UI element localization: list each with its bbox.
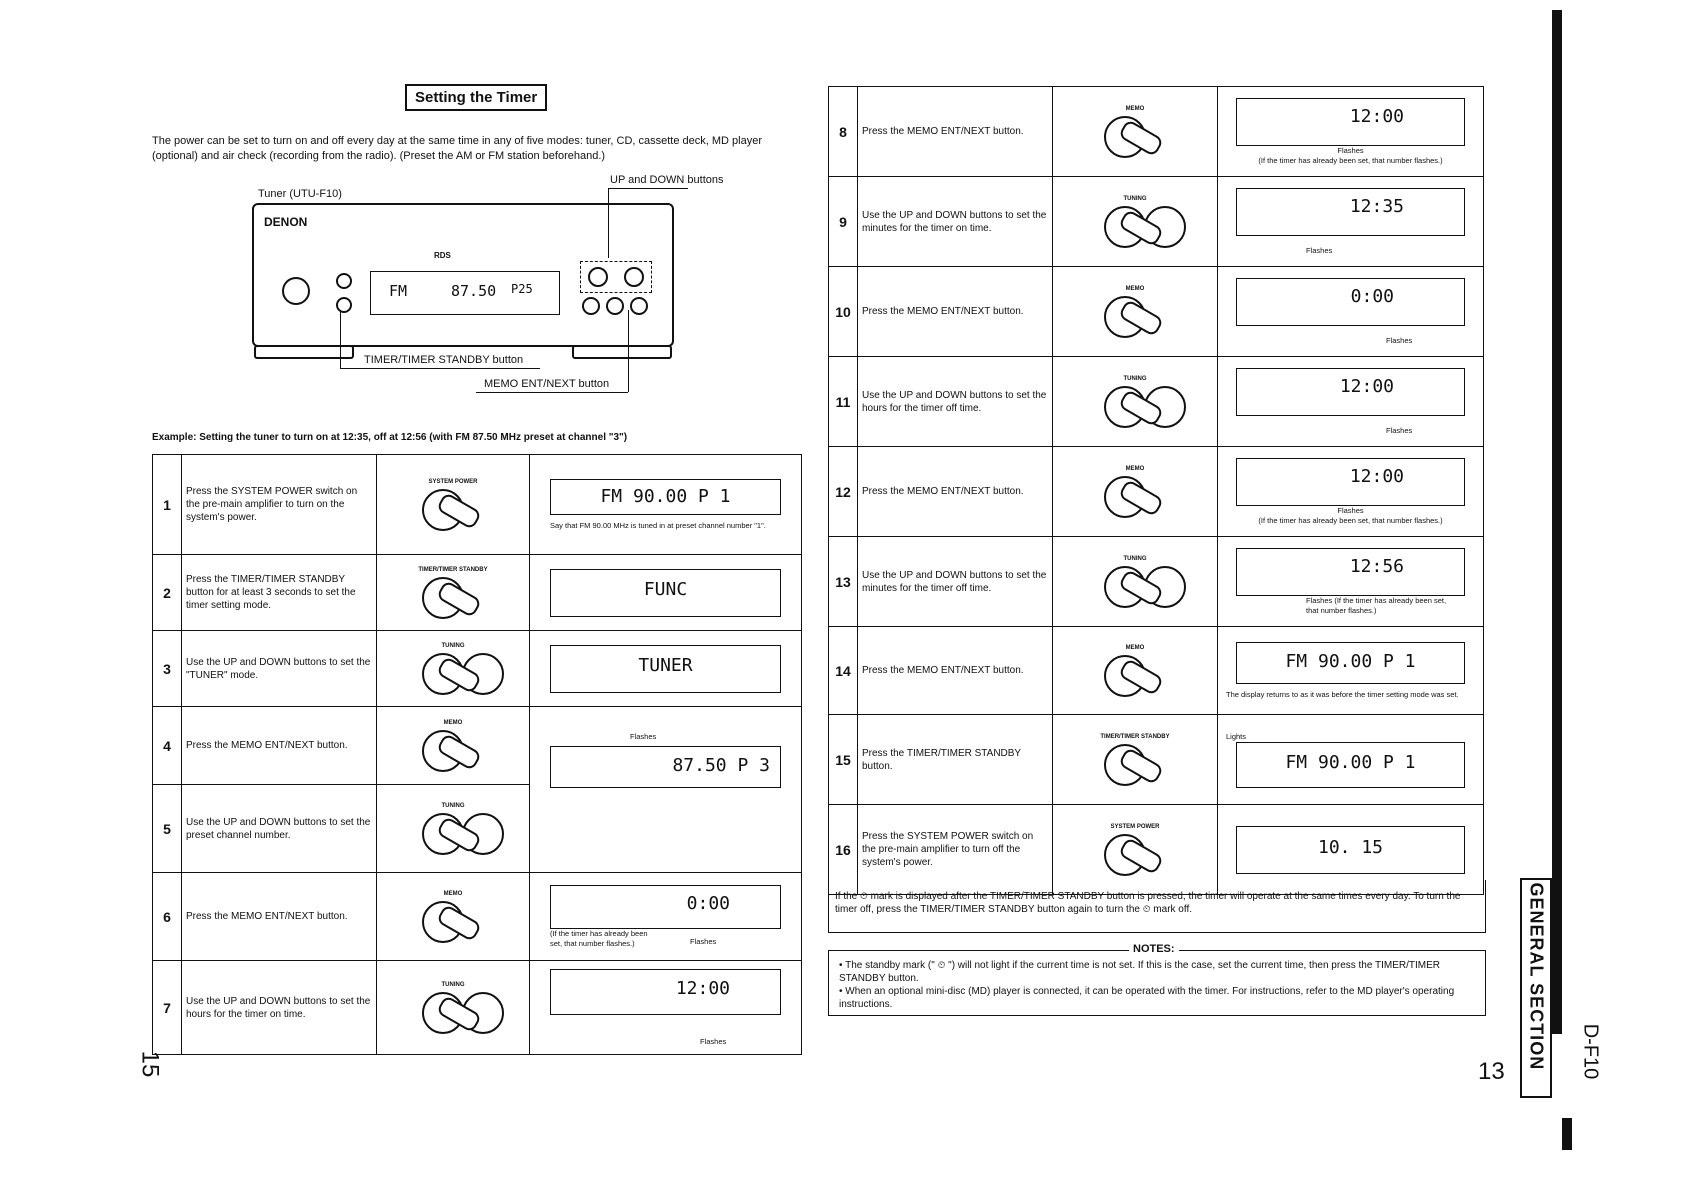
- table-row: [829, 537, 1484, 627]
- left-steps-table: [152, 454, 802, 1055]
- table-row: [153, 707, 802, 785]
- button-label: TIMER/TIMER STANDBY: [418, 566, 488, 573]
- step-number: 1: [153, 455, 182, 555]
- step-note: The display returns to as it was before the timer setting mode was set.: [1226, 689, 1459, 699]
- step-number: 2: [153, 555, 182, 631]
- step-text: Use the UP and DOWN buttons to set the hours for the timer off time.: [858, 357, 1053, 447]
- step-text: Press the SYSTEM POWER switch on the pre-main amplifier to turn off the system's power.: [858, 805, 1053, 895]
- flashes-label: Flashes: [1306, 245, 1333, 255]
- lcd-display: 12:00: [1236, 368, 1465, 416]
- hand-press-icon: [1102, 651, 1168, 695]
- step-note: Flashes: [630, 731, 657, 741]
- flashes-label: Flashes: [1337, 145, 1364, 155]
- lcd-cell: [1218, 715, 1484, 805]
- tuner-foot-left: [254, 345, 354, 359]
- button-illustration: [377, 961, 530, 1055]
- table-row: [153, 631, 802, 707]
- right-steps-table: [828, 86, 1484, 895]
- tuner-foot-right: [572, 345, 672, 359]
- step-text: Press the MEMO ENT/NEXT button.: [858, 87, 1053, 177]
- updown-press-icon: [420, 988, 486, 1032]
- button-label: TUNING: [441, 981, 465, 988]
- step-number: 9: [829, 177, 858, 267]
- lcd-cell: [1218, 627, 1484, 715]
- step-number: 3: [153, 631, 182, 707]
- button-illustration: [1053, 177, 1218, 267]
- step-note: Flashes (If the timer has already been set, that number flashes.): [1306, 595, 1447, 615]
- clock-knob: [336, 273, 352, 289]
- side-tab: [1520, 878, 1552, 1098]
- step-number: 10: [829, 267, 858, 357]
- edge-bar: [1552, 10, 1562, 1034]
- lcd-display: 12:00: [1236, 458, 1465, 506]
- timer-standby-knob: [336, 297, 352, 313]
- tuner-illustration: [252, 203, 674, 347]
- step-text: Press the TIMER/TIMER STANDBY button.: [858, 715, 1053, 805]
- step-number: 4: [153, 707, 182, 785]
- lcd-display: FUNC: [550, 569, 781, 617]
- table-row: [829, 715, 1484, 805]
- flashes-label: Flashes: [1337, 505, 1364, 515]
- step-text: Use the UP and DOWN buttons to set the minutes for the timer on time.: [858, 177, 1053, 267]
- memo-label: MEMO ENT/NEXT button: [484, 378, 610, 390]
- hand-press-icon: [420, 897, 486, 941]
- hand-press-icon: [420, 573, 486, 617]
- lcd-display: 10. 15: [1236, 826, 1465, 874]
- step-text: Press the MEMO ENT/NEXT button.: [858, 627, 1053, 715]
- button-label: SYSTEM POWER: [428, 478, 478, 485]
- lcd-cell: [1218, 537, 1484, 627]
- table-row: [153, 555, 802, 631]
- step-number: 11: [829, 357, 858, 447]
- step-text: Press the TIMER/TIMER STANDBY button for at least 3 seconds to set the timer setting mode.: [182, 555, 377, 631]
- hand-press-icon: [420, 726, 486, 770]
- button-illustration: [1053, 357, 1218, 447]
- button-illustration: [1053, 447, 1218, 537]
- notes-title: NOTES:: [1129, 943, 1179, 956]
- button-illustration: [377, 631, 530, 707]
- memo-callout-vertical: [628, 310, 629, 392]
- model-label: D-F10: [1579, 1023, 1602, 1080]
- step-text: Press the SYSTEM POWER switch on the pre-main amplifier to turn on the system's power.: [182, 455, 377, 555]
- lcd-display: FM 90.00 P 1: [550, 479, 781, 515]
- power-knob: [282, 277, 310, 305]
- table-row: [829, 267, 1484, 357]
- button-label: TUNING: [1123, 375, 1147, 382]
- step-number: 16: [829, 805, 858, 895]
- lcd-display: 12:00: [1236, 98, 1465, 146]
- table-row: [153, 873, 802, 961]
- button-illustration: [377, 555, 530, 631]
- updown-press-icon: [1102, 562, 1168, 606]
- small-knob-2: [606, 297, 624, 315]
- button-illustration: [377, 785, 530, 873]
- step-note: (If the timer has already been set, that number flashes.): [1258, 155, 1443, 165]
- lcd-display: FM 90.00 P 1: [1236, 642, 1465, 684]
- note-item: • The standby mark (" ⏲ ") will not light if the current time is not set. If this is the case, set the current time, then press the TIMER/TIMER STANDBY button.: [839, 960, 1441, 984]
- step-number: 14: [829, 627, 858, 715]
- flashes-label: Flashes: [700, 1036, 727, 1046]
- button-illustration: [1053, 627, 1218, 715]
- timer-callout-horizontal: [340, 368, 540, 369]
- lcd-display: 12:56: [1236, 548, 1465, 596]
- button-illustration: [377, 707, 530, 785]
- step-note: (If the timer has already been set, that number flashes.): [550, 928, 648, 948]
- lcd-display: FM 90.00 P 1: [1236, 742, 1465, 788]
- button-label: TUNING: [1123, 555, 1147, 562]
- table-row: [829, 87, 1484, 177]
- button-label: TUNING: [441, 642, 465, 649]
- timer-standby-label: TIMER/TIMER STANDBY button: [364, 354, 524, 366]
- lcd-cell: [1218, 267, 1484, 357]
- table-row: [829, 627, 1484, 715]
- rds-logo: RDS: [434, 251, 451, 260]
- page-number-right: 13: [1478, 1058, 1505, 1085]
- updown-press-icon: [1102, 382, 1168, 426]
- button-illustration: [377, 455, 530, 555]
- step-number: 8: [829, 87, 858, 177]
- page-number-left: 15: [136, 1050, 164, 1078]
- hand-press-icon: [1102, 740, 1168, 784]
- lcd-cell: [1218, 357, 1484, 447]
- updown-buttons-label: UP and DOWN buttons: [610, 174, 724, 186]
- hand-press-icon: [1102, 472, 1168, 516]
- flashes-label: Flashes: [1386, 335, 1413, 345]
- lcd-cell: [530, 873, 802, 961]
- lcd-display: 87.50 P 3: [550, 746, 781, 788]
- side-tab-label: GENERAL SECTION: [1526, 882, 1547, 1071]
- step-text: Use the UP and DOWN buttons to set the minutes for the timer off time.: [858, 537, 1053, 627]
- flashes-label: Flashes: [1386, 425, 1413, 435]
- memo-callout-horizontal: [476, 392, 628, 393]
- step-text: Use the UP and DOWN buttons to set the preset channel number.: [182, 785, 377, 873]
- step-text: Press the MEMO ENT/NEXT button.: [858, 267, 1053, 357]
- button-illustration: [1053, 715, 1218, 805]
- lcd-cell: [1218, 177, 1484, 267]
- lcd-cell: [530, 961, 802, 1055]
- up-knob: [624, 267, 644, 287]
- lcd-display: 0:00: [550, 885, 781, 929]
- small-knob-1: [582, 297, 600, 315]
- button-label: MEMO: [1125, 105, 1145, 112]
- lights-label: Lights: [1226, 731, 1247, 741]
- brand-logo: DENON: [264, 215, 308, 229]
- step-text: Use the UP and DOWN buttons to set the hours for the timer on time.: [182, 961, 377, 1055]
- lcd-cell: [530, 455, 802, 555]
- timer-callout-vertical: [340, 310, 341, 368]
- table-row: [829, 177, 1484, 267]
- lcd-cell: [530, 707, 802, 873]
- button-label: MEMO: [1125, 644, 1145, 651]
- button-illustration: [377, 873, 530, 961]
- lcd-cell: [530, 631, 802, 707]
- step-text: Press the MEMO ENT/NEXT button.: [182, 707, 377, 785]
- updown-press-icon: [420, 809, 486, 853]
- button-illustration: [1053, 537, 1218, 627]
- table-row: [829, 447, 1484, 537]
- button-label: TUNING: [1123, 195, 1147, 202]
- section-title: Setting the Timer: [405, 84, 547, 111]
- lcd-display: TUNER: [550, 645, 781, 693]
- button-label: MEMO: [443, 890, 463, 897]
- hand-press-icon: [1102, 292, 1168, 336]
- notes-box: [828, 943, 1486, 1016]
- button-illustration: [1053, 267, 1218, 357]
- tuner-display: [370, 271, 560, 315]
- button-label: TUNING: [441, 802, 465, 809]
- hand-press-icon: [1102, 830, 1168, 874]
- updown-callout-line: [608, 188, 688, 189]
- button-label: MEMO: [1125, 285, 1145, 292]
- step-text: Use the UP and DOWN buttons to set the "TUNER" mode.: [182, 631, 377, 707]
- table-row: [153, 961, 802, 1055]
- button-label: TIMER/TIMER STANDBY: [1100, 733, 1170, 740]
- step-number: 7: [153, 961, 182, 1055]
- lcd-display: 12:00: [550, 969, 781, 1015]
- updown-press-icon: [420, 649, 486, 693]
- example-heading: Example: Setting the tuner to turn on at 12:35, off at 12:56 (with FM 87.50 MHz preset at channel "3"): [152, 432, 628, 443]
- button-illustration: [1053, 87, 1218, 177]
- bottom-note: If the ⏲ mark is displayed after the TIMER/TIMER STANDBY button is pressed, the timer will operate at the same times every day. To turn the timer off, press the TIMER/TIMER STANDBY button again to turn the ⏲ mark off.: [835, 891, 1461, 915]
- step-number: 6: [153, 873, 182, 961]
- lcd-cell: [530, 555, 802, 631]
- intro-text: The power can be set to turn on and off every day at the same time in any of five modes: tuner, CD, cassette deck, MD player (optional) and air check (recording from the radio). (Preset the AM or FM station beforehand.): [152, 135, 762, 162]
- step-note: (If the timer has already been set, that number flashes.): [1258, 515, 1443, 525]
- step-number: 12: [829, 447, 858, 537]
- step-text: Press the MEMO ENT/NEXT button.: [858, 447, 1053, 537]
- note-item: • When an optional mini-disc (MD) player is connected, it can be operated with the timer. For instructions, refer to the MD player's operating instructions.: [839, 986, 1455, 1010]
- button-label: SYSTEM POWER: [1110, 823, 1160, 830]
- hand-press-icon: [420, 485, 486, 529]
- lcd-display: 12:35: [1236, 188, 1465, 236]
- button-label: MEMO: [1125, 465, 1145, 472]
- edge-bar-bottom: [1562, 1118, 1572, 1150]
- flashes-label: Flashes: [690, 936, 717, 946]
- updown-press-icon: [1102, 202, 1168, 246]
- step-number: 15: [829, 715, 858, 805]
- step-text: Press the MEMO ENT/NEXT button.: [182, 873, 377, 961]
- memo-knob: [630, 297, 648, 315]
- hand-press-icon: [1102, 112, 1168, 156]
- button-label: MEMO: [443, 719, 463, 726]
- lcd-display: 0:00: [1236, 278, 1465, 326]
- table-row: [153, 455, 802, 555]
- step-number: 5: [153, 785, 182, 873]
- down-knob: [588, 267, 608, 287]
- tuner-label: Tuner (UTU-F10): [258, 188, 342, 200]
- display-freq: 87.50: [451, 282, 497, 300]
- step-number: 13: [829, 537, 858, 627]
- step-note: Say that FM 90.00 MHz is tuned in at preset channel number "1".: [550, 520, 766, 530]
- lcd-cell: [1218, 87, 1484, 177]
- table-row: [829, 357, 1484, 447]
- display-band: FM: [389, 282, 408, 300]
- display-preset: P25: [511, 282, 533, 296]
- lcd-cell: [1218, 447, 1484, 537]
